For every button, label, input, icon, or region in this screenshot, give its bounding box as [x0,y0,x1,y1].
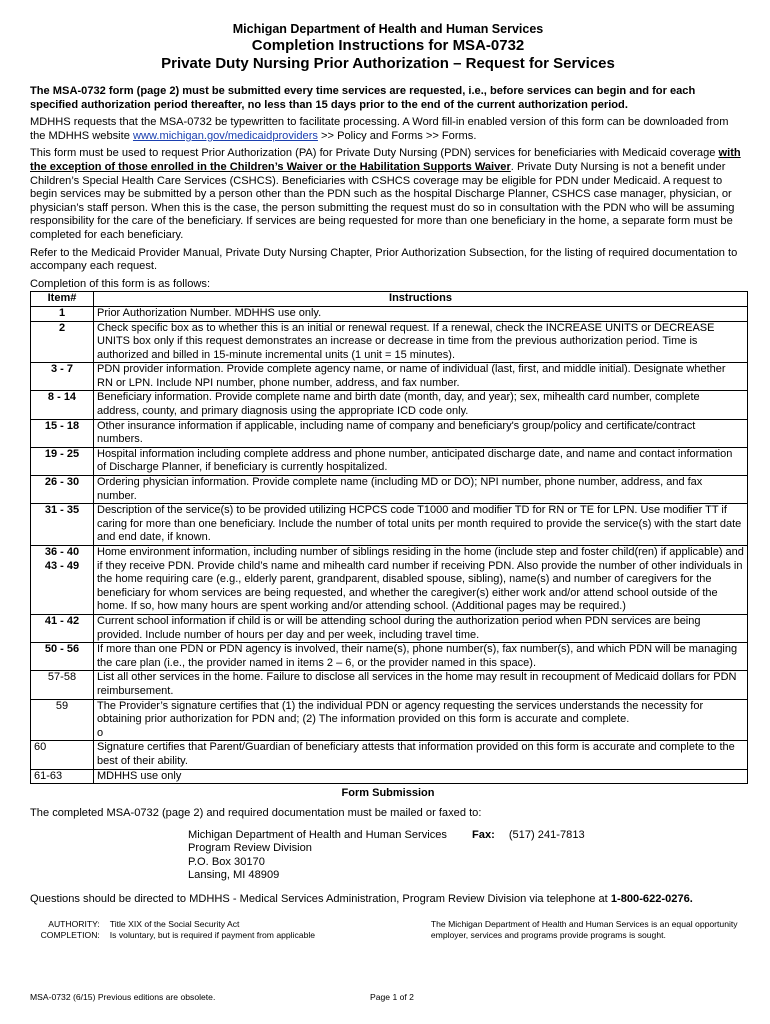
questions-paragraph [30,893,746,907]
document-page [30,22,746,941]
questions-phone: 1-800-622-0276. [610,893,693,906]
table-header-row [31,292,748,307]
instruction-cell: Hospital information including complete address and phone number, anticipated discharge date, and name and contact information of Discharge Planner, if beneficiary is currently hospitalized. [94,447,748,475]
form-number: MSA-0732 (6/15) Previous editions are obsolete. [30,992,216,1002]
table-row [31,391,748,419]
table-row [31,476,748,504]
item-number-cell: 61-63 [31,769,94,784]
waiver-exception: with the exception of those enrolled in the Children’s Waiver or the Habilitation Supports Waiver [30,147,741,173]
instruction-cell: The Provider’s signature certifies that (1) the individual PDN or agency requesting the services understands the necessity for obtaining prior authorization for PDN and; (2) The information provided on this form is accurate and complete. o [94,699,748,741]
table-row [31,363,748,391]
instruction-cell: Prior Authorization Number. MDHHS use only. [94,306,748,321]
table-row [31,643,748,671]
address-line: Lansing, MI 48909 [188,869,280,882]
mailing-address [188,829,746,883]
typewritten-text: MDHHS requests that the MSA-0732 be typewritten to facilitate processing. A Word fill-in enabled version of this form can be downloaded from the MDHHS website [30,116,729,142]
table-row [31,741,748,769]
instruction-cell: Check specific box as to whether this is an initial or renewal request. If a renewal, check the INCREASE UNITS or DECREASE UNITS box only if this request demonstrates an increase or decrease in time from the previous authorization period. Time is authorized and billed in 15-minute incremental units (1 unit = 15 minutes). [94,321,748,363]
equal-opportunity-statement: The Michigan Department of Health and Human Services is an equal opportunity employer, services and programs provide programs is sought. [430,918,738,940]
completion-label: COMPLETION: [40,929,100,940]
questions-text: Questions should be directed to MDHHS - Medical Services Administration, Program Review Division via telephone at [30,893,611,906]
manual-reference: Refer to the Medicaid Provider Manual, Private Duty Nursing Chapter, Prior Authorization Subsection, for the listing of required documentation to accompany each request. [30,246,738,273]
instruction-cell: If more than one PDN or PDN agency is involved, their name(s), phone number(s), fax number(s), and which PDN will be managing the care plan (i.e., the provider named in items 2 – 6, or the provider named in this space). [94,643,748,671]
table-row [31,504,748,546]
item-number-cell: 36 - 40 43 - 49 [31,546,94,615]
form-submission-heading: Form Submission [341,787,435,800]
address-line: P.O. Box 30170 [188,855,265,868]
mail-fax-lead: The completed MSA-0732 (page 2) and required documentation must be mailed or faxed to: [30,807,482,820]
completion-lead: Completion of this form is as follows: [30,277,211,290]
policy-forms-path: >> Policy and Forms >> Forms. [317,129,477,142]
item-number-cell: 59 [31,699,94,741]
instruction-cell: Home environment information, including number of siblings residing in the home (include step and foster child(ren) if applicable) and if they receive PDN. Provide child’s name and mihealth card number if receiving PDN. Also provide the number of other individuals in the home requiring care (e.g., elderly parent, grandparent, disabled spouse, sibling), name(s) and number of caregivers for the beneficiary for whom services are being requested, and whether the caregiver(s) either work and/or attend school outside of the home. If so, how many hours are spent working and/or attending school. (Additional pages may be required.) [94,546,748,615]
authority-value: Title XIX of the Social Security Act [109,918,240,929]
instruction-cell: MDHHS use only [94,769,748,784]
item-number-cell: 15 - 18 [31,419,94,447]
authority-label: AUTHORITY: [48,918,100,929]
item-number-cell: 50 - 56 [31,643,94,671]
purpose-text: This form must be used to request Prior Authorization (PA) for Private Duty Nursing (PDN) services for beneficiaries with Medicaid coverage [30,147,719,160]
address-line: Program Review Division [188,842,312,855]
table-row [31,306,748,321]
instructions-table [30,291,748,784]
instructions-table-body [31,306,748,783]
table-row [31,419,748,447]
instruction-cell: Other insurance information if applicable, including name of company and beneficiary's group/policy and certificate/contract numbers. [94,419,748,447]
purpose-text-rest: . Private Duty Nursing is not a benefit under Children’s Special Health Care Services (CSHCS). Beneficiaries with CSHCS coverage may be eligible for PDN under Medicaid. A request to begin services may be submitted by a person other than the PDN such as the hospital Discharge Planner, CSHCS case manager, physician, or physician’s staff person. When this is the case, the person submitting the request must do so in consultation with the PDN who will be assuming responsibility for the care of the beneficiary. If services are being requested for more than one beneficiary in the home, a separate form must be completed for each beneficiary. [30,160,735,241]
fax-label: Fax: [472,828,495,841]
typewritten-paragraph [30,116,746,143]
table-row [31,546,748,615]
item-number-cell: 8 - 14 [31,391,94,419]
table-row [31,671,748,699]
page-number: Page 1 of 2 [370,992,414,1002]
item-number-cell: 3 - 7 [31,363,94,391]
table-row [31,447,748,475]
fax-info [472,829,585,843]
instruction-cell: Beneficiary information. Provide complete name and birth date (month, day, and year); sex, mihealth card number, complete address, county, and primary diagnosis using the appropriate ICD code only. [94,391,748,419]
purpose-paragraph [30,147,746,242]
table-row [31,769,748,784]
instruction-cell: Current school information if child is or will be attending school during the authorization period when PDN services are being provided. Include number of hours per day and per week, including travel time. [94,614,748,642]
item-column-header: Item# [31,292,94,307]
table-row [31,699,748,741]
item-number-cell: 19 - 25 [31,447,94,475]
address-line: Michigan Department of Health and Human Services [188,828,447,841]
fax-number: (517) 241-7813 [508,828,585,841]
authority-footer [30,919,746,941]
medicaid-providers-link[interactable]: www.michigan.gov/medicaidproviders [132,129,318,142]
instruction-cell: Signature certifies that Parent/Guardian of beneficiary attests that information provided on this form is accurate and complete to the best of their ability. [94,741,748,769]
item-number-cell: 31 - 35 [31,504,94,546]
form-subtitle: Private Duty Nursing Prior Authorization – Request for Services [161,55,615,72]
instruction-cell: Ordering physician information. Provide complete name (including MD or DO); NPI number, phone number, address, and fax number. [94,476,748,504]
completion-value: Is voluntary, but is required if payment from applicable [109,929,316,940]
instructions-column-header: Instructions [94,292,748,307]
instruction-cell: PDN provider information. Provide complete agency name, or name of individual (last, first, and middle initial). Designate whether RN or LPN. Include NPI number, phone number, address, and fax number. [94,363,748,391]
item-number-cell: 2 [31,321,94,363]
agency-name: Michigan Department of Health and Human Services [232,22,544,36]
item-number-cell: 60 [31,741,94,769]
instruction-cell: Description of the service(s) to be provided utilizing HCPCS code T1000 and modifier TD for RN or TE for LPN. Use modifier TT if caring for more than one beneficiary. Include the number of total units per month required to provide the service(s) with the start date and end date, if known. [94,504,748,546]
submission-requirement: The MSA-0732 form (page 2) must be submitted every time services are requested, i.e., before services can begin and for each specified authorization period thereafter, no less than 15 days prior to the end of the current authorization period. [30,85,696,111]
item-number-cell: 57-58 [31,671,94,699]
table-row [31,321,748,363]
table-row [31,614,748,642]
instruction-cell: List all other services in the home. Failure to disclose all services in the home may result in recoupment of Medicaid dollars for PDN reimbursement. [94,671,748,699]
item-number-cell: 41 - 42 [31,614,94,642]
item-number-cell: 1 [31,306,94,321]
item-number-cell: 26 - 30 [31,476,94,504]
form-title: Completion Instructions for MSA-0732 [251,37,525,54]
page-footer [30,992,746,1002]
